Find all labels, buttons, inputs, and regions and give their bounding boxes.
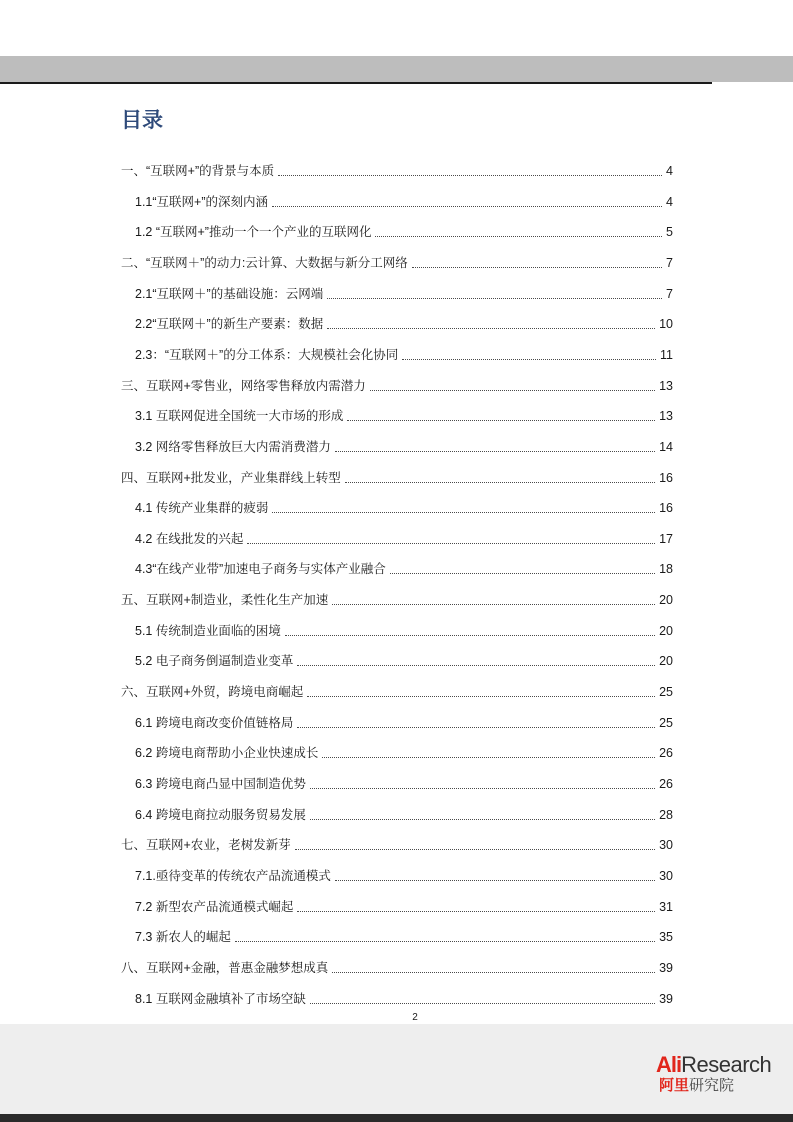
toc-dot-leader xyxy=(322,756,655,758)
toc-chapter-entry[interactable] xyxy=(121,249,673,271)
toc-entry-label: 4.1 传统产业集群的疲弱 xyxy=(135,501,269,516)
toc-section-entry[interactable] xyxy=(135,617,673,639)
footer-bar xyxy=(0,1114,793,1122)
toc-entry-page: 35 xyxy=(659,930,673,945)
toc-chapter-entry[interactable] xyxy=(121,372,673,394)
toc-entry-label: 7.3 新农人的崛起 xyxy=(135,930,231,945)
toc-entry-label: 1.1“互联网+”的深刻内涵 xyxy=(135,194,269,209)
toc-entry-page: 5 xyxy=(666,225,673,240)
toc-entry-label: 7.2 新型农产品流通模式崛起 xyxy=(135,899,294,914)
toc-entry-label: 8.1 互联网金融填补了市场空缺 xyxy=(135,991,306,1006)
toc-dot-leader xyxy=(335,879,655,881)
toc-chapter-entry[interactable] xyxy=(121,954,673,976)
toc-dot-leader xyxy=(235,940,655,942)
toc-section-entry[interactable] xyxy=(135,310,673,332)
toc-entry-label: 二、“互联网＋”的动力:云计算、大数据与新分工网络 xyxy=(121,255,408,270)
toc-entry-label: 2.2“互联网＋”的新生产要素：数据 xyxy=(135,317,324,332)
toc-entry-page: 26 xyxy=(659,746,673,761)
toc-entry-label: 6.4 跨境电商拉动服务贸易发展 xyxy=(135,807,306,822)
toc-entry-label: 2.3：“互联网＋”的分工体系：大规模社会化协同 xyxy=(135,347,399,362)
toc-dot-leader xyxy=(332,971,655,973)
toc-section-entry[interactable] xyxy=(135,801,673,823)
toc-dot-leader xyxy=(272,205,662,207)
toc-entry-page: 13 xyxy=(659,378,673,393)
toc-section-entry[interactable] xyxy=(135,402,673,424)
toc-chapter-entry[interactable] xyxy=(121,157,673,179)
toc-entry-page: 20 xyxy=(659,623,673,638)
header-band xyxy=(0,56,793,82)
toc-entry-label: 7.1.亟待变革的传统农产品流通模式 xyxy=(135,868,331,883)
toc-dot-leader xyxy=(247,542,655,544)
toc-entry-page: 17 xyxy=(659,531,673,546)
toc-entry-page: 25 xyxy=(659,715,673,730)
toc-section-entry[interactable] xyxy=(135,433,673,455)
toc-section-entry[interactable] xyxy=(135,494,673,516)
toc-entry-page: 39 xyxy=(659,991,673,1006)
toc-entry-page: 16 xyxy=(659,501,673,516)
toc-dot-leader xyxy=(327,297,662,299)
toc-dot-leader xyxy=(295,848,655,850)
toc-dot-leader xyxy=(402,358,656,360)
toc-dot-leader xyxy=(327,327,655,329)
toc-entry-label: 七、互联网+农业，老树发新芽 xyxy=(121,838,291,853)
toc-entry-page: 20 xyxy=(659,654,673,669)
toc-section-entry[interactable] xyxy=(135,893,673,915)
toc-entry-label: 2.1“互联网＋”的基础设施：云网端 xyxy=(135,286,324,301)
toc-entry-label: 5.1 传统制造业面临的困境 xyxy=(135,623,281,638)
toc-entry-page: 4 xyxy=(666,164,673,178)
toc-entry-page: 28 xyxy=(659,807,673,822)
toc-entry-page: 10 xyxy=(659,317,673,332)
toc-dot-leader xyxy=(278,174,662,176)
toc-dot-leader xyxy=(297,726,655,728)
aliresearch-logo xyxy=(656,1054,793,1096)
toc-chapter-entry[interactable] xyxy=(121,586,673,608)
toc-section-entry[interactable] xyxy=(135,770,673,792)
toc-entry-label: 一、“互联网+”的背景与本质 xyxy=(121,164,275,178)
toc-chapter-entry[interactable] xyxy=(121,678,673,700)
toc-entry-label: 3.1 互联网促进全国统一大市场的形成 xyxy=(135,409,344,424)
toc-entry-label: 五、互联网+制造业，柔性化生产加速 xyxy=(121,593,329,608)
toc-section-entry[interactable] xyxy=(135,280,673,302)
toc-chapter-entry[interactable] xyxy=(121,831,673,853)
toc-chapter-entry[interactable] xyxy=(121,464,673,486)
toc-entry-label: 六、互联网+外贸，跨境电商崛起 xyxy=(121,685,304,700)
toc-dot-leader xyxy=(375,235,662,237)
toc-entry-label: 4.2 在线批发的兴起 xyxy=(135,531,244,546)
toc-dot-leader xyxy=(310,787,655,789)
toc-dot-leader xyxy=(310,818,655,820)
toc-entry-page: 13 xyxy=(659,409,673,424)
toc-entry-page: 26 xyxy=(659,777,673,791)
toc-entry-label: 八、互联网+金融，普惠金融梦想成真 xyxy=(121,960,329,975)
logo-ali-text: Ali xyxy=(656,1052,682,1077)
toc-section-entry[interactable] xyxy=(135,188,673,210)
toc-dot-leader xyxy=(285,634,655,636)
toc-section-entry[interactable] xyxy=(135,341,673,363)
toc-entry-label: 1.2 “互联网+”推动一个一个产业的互联网化 xyxy=(135,225,372,240)
toc-section-entry[interactable] xyxy=(135,985,673,1007)
logo-cn-dark-text: 研究院 xyxy=(689,1076,735,1094)
toc-dot-leader xyxy=(297,910,655,912)
toc-entry-page: 20 xyxy=(659,593,673,608)
toc-entry-page: 25 xyxy=(659,685,673,700)
toc-entry-page: 7 xyxy=(666,255,673,270)
toc-entry-page: 30 xyxy=(659,838,673,853)
toc-entry-page: 7 xyxy=(666,286,673,301)
toc-dot-leader xyxy=(307,695,655,697)
toc-entry-page: 30 xyxy=(659,868,673,883)
toc-entry-label: 6.2 跨境电商帮助小企业快速成长 xyxy=(135,746,319,761)
toc-entry-label: 3.2 网络零售释放巨大内需消费潜力 xyxy=(135,439,331,454)
toc-section-entry[interactable] xyxy=(135,525,673,547)
logo-wordmark xyxy=(656,1054,771,1076)
toc-section-entry[interactable] xyxy=(135,709,673,731)
toc-entry-label: 6.3 跨境电商凸显中国制造优势 xyxy=(135,777,306,791)
toc-entry-label: 三、互联网+零售业，网络零售释放内需潜力 xyxy=(121,378,366,393)
logo-chinese xyxy=(659,1076,734,1094)
toc-section-entry[interactable] xyxy=(135,739,673,761)
toc-section-entry[interactable] xyxy=(135,555,673,577)
toc-entry-page: 4 xyxy=(666,194,673,209)
toc-dot-leader xyxy=(347,419,655,421)
toc-dot-leader xyxy=(390,572,655,574)
toc-section-entry[interactable] xyxy=(135,647,673,669)
logo-cn-red-text: 阿里 xyxy=(659,1076,690,1094)
toc-entry-page: 14 xyxy=(659,439,673,454)
toc-entry-page: 18 xyxy=(659,562,673,577)
logo-research-text: Research xyxy=(681,1052,772,1077)
toc-section-entry[interactable] xyxy=(135,218,673,240)
toc-dot-leader xyxy=(272,511,655,513)
toc-dot-leader xyxy=(335,450,655,452)
toc-dot-leader xyxy=(310,1002,655,1004)
toc-dot-leader xyxy=(332,603,655,605)
toc-dot-leader xyxy=(412,266,662,268)
header-rule xyxy=(0,82,712,84)
toc-entry-label: 5.2 电子商务倒逼制造业变革 xyxy=(135,654,294,669)
toc-entry-label: 四、互联网+批发业，产业集群线上转型 xyxy=(121,470,341,485)
toc-entry-page: 31 xyxy=(659,899,673,914)
page-title: 目录 xyxy=(121,108,163,132)
toc-entry-page: 16 xyxy=(659,470,673,485)
toc-dot-leader xyxy=(297,664,655,666)
toc-section-entry[interactable] xyxy=(135,923,673,945)
toc-dot-leader xyxy=(345,481,655,483)
toc-entry-page: 39 xyxy=(659,960,673,975)
toc-entry-page: 11 xyxy=(660,347,673,362)
page-number: 2 xyxy=(412,1012,418,1023)
toc-entry-label: 6.1 跨境电商改变价值链格局 xyxy=(135,715,294,730)
toc-section-entry[interactable] xyxy=(135,862,673,884)
toc-entry-label: 4.3“在线产业带”加速电子商务与实体产业融合 xyxy=(135,562,386,577)
toc-dot-leader xyxy=(370,389,655,391)
